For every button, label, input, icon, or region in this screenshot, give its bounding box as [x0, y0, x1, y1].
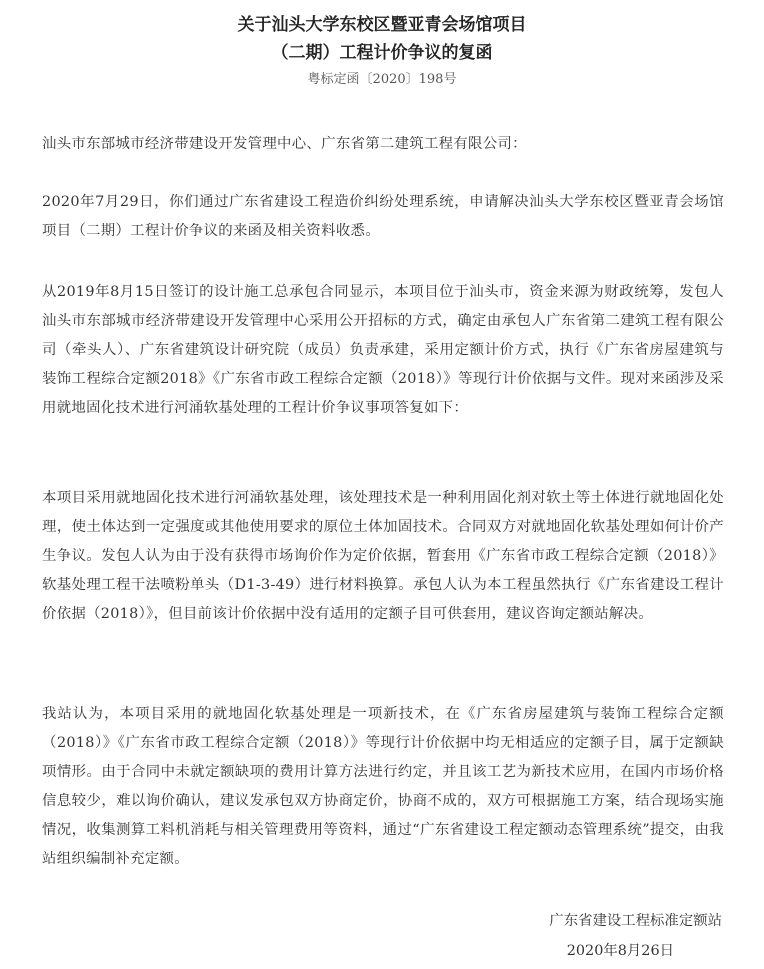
- paragraph-1: 2020年7月29日，你们通过广东省建设工程造价纠纷处理系统，申请解决汕头大学东校区暨亚青会场馆项目（二期）工程计价争议的来函及相关资料收悉。: [42, 194, 724, 239]
- title-line-1: 关于汕头大学东校区暨亚青会场馆项目: [237, 15, 527, 35]
- paragraph-3: 本项目采用就地固化技术进行河涌软基处理，该处理技术是一种利用固化剂对软土等土体进行就地固化处理，使土体达到一定强度或其他使用要求的原位土体加固技术。合同双方对就地固化软基处理如何计价产生争议。发包人认为由于没有获得市场询价作为定价依据，暂套用《广东省市政工程综合定额（2018）》软基处理工程干法喷粉单头（D1-3-49）进行材料换算。承包人认为本工程虽然执行《广东省建设工程计价依据（2018）》，但目前该计价依据中没有适用的定额子目可供套用，建议咨询定额站解决。: [42, 490, 724, 622]
- document-number: 粤标定函〔2020〕198号: [307, 72, 457, 87]
- paragraph-2: 从2019年8月15日签订的设计施工总承包合同显示，本项目位于汕头市，资金来源为财政统筹，发包人汕头市东部城市经济带建设开发管理中心采用公开招标的方式，确定由承包人广东省第二建筑工程有限公司（牵头人）、广东省建筑设计研究院（成员）负责承建，采用定额计价方式，执行《广东省房屋建筑与装饰工程综合定额2018》《广东省市政工程综合定额（2018）》等现行计价依据与文件。现对来函涉及采用就地固化技术进行河涌软基处理的工程计价争议事项答复如下：: [42, 284, 724, 416]
- paragraph-4: 我站认为，本项目采用的就地固化软基处理是一项新技术，在《广东省房屋建筑与装饰工程综合定额（2018）》《广东省市政工程综合定额（2018）》等现行计价依据中均无相适应的定额子目，属于定额缺项情形。由于合同中未就定额缺项的费用计算方法进行约定，并且该工艺为新技术应用，在国内市场价格信息较少，难以询价确认，建议发承包双方协商定价，协商不成的，双方可根据施工方案，结合现场实施情况，收集测算工料机消耗与相关管理费用等资料，通过“广东省建设工程定额动态管理系统”提交，由我站组织编制补充定额。: [42, 706, 724, 867]
- signature: 广东省建设工程标准定额站: [549, 913, 722, 929]
- salutation: 汕头市东部城市经济带建设开发管理中心、广东省第二建筑工程有限公司：: [42, 136, 527, 152]
- title-line-2: （二期）工程计价争议的复函: [271, 43, 493, 63]
- date: 2020年8月26日: [566, 943, 674, 959]
